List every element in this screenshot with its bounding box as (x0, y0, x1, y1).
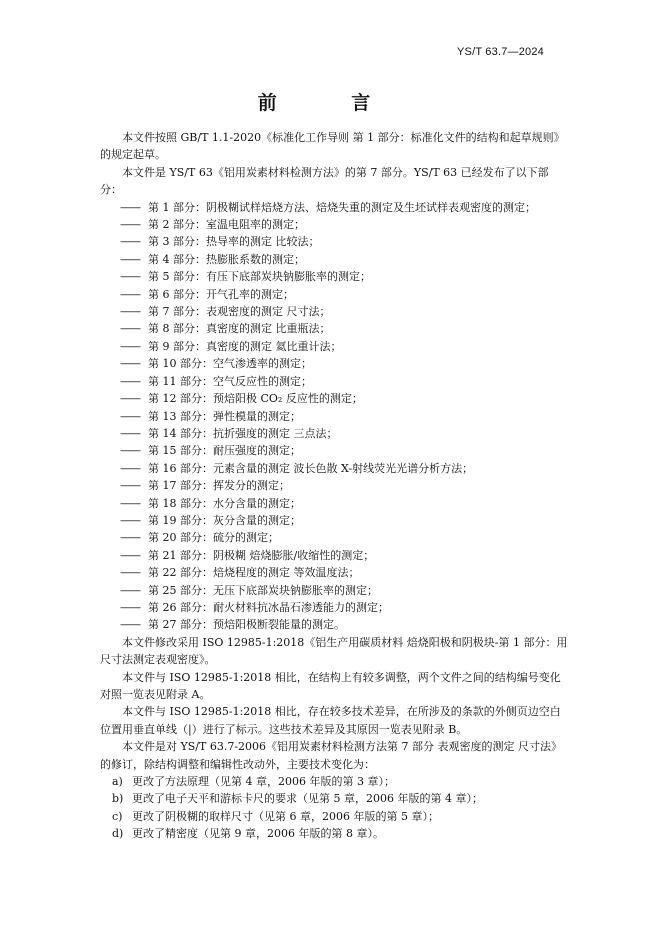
page-title: 前 言 (257, 92, 405, 114)
part-item (100, 233, 570, 250)
part-dash: —— (120, 339, 140, 353)
part-text: 第 17 部分：挥发分的测定； (148, 479, 290, 493)
part-dash: —— (120, 600, 140, 614)
part-text: 第 12 部分：预焙阳极 CO₂ 反应性的测定； (148, 392, 363, 406)
change-text: 更改了电子天平和游标卡尺的要求（见第 5 章，2006 年版的第 4 章）； (132, 792, 483, 806)
part-text: 第 3 部分：热导率的测定 比较法； (148, 235, 320, 249)
part-text: 第 9 部分：真密度的测定 氦比重计法； (148, 339, 342, 353)
part-dash: —— (120, 392, 140, 406)
change-text: 更改了方法原理（见第 4 章，2006 年版的第 3 章）； (132, 775, 395, 789)
part-item (100, 338, 570, 355)
intro-paragraph: 本文件按照 GB/T 1.1-2020《标准化工作导则 第 1 部分：标准化文件的结构和起草规则》的规定起草。 (100, 131, 565, 162)
change-item (100, 808, 570, 825)
part-dash: —— (120, 270, 140, 284)
change-label: d) (112, 827, 124, 841)
change-text: 更改了阴极糊的取样尺寸（见第 6 章，2006 年版的第 5 章）； (132, 809, 439, 823)
part-item (100, 373, 570, 390)
part-dash: —— (120, 322, 140, 336)
part-dash: —— (120, 252, 140, 266)
part-dash: —— (120, 496, 140, 510)
change-label: c) (112, 809, 123, 823)
part-dash: —— (120, 374, 140, 388)
part-item (100, 442, 570, 459)
part-text: 第 2 部分：室温电阻率的测定； (148, 218, 305, 232)
intro-paragraph: 本文件是 YS/T 63《铝用炭素材料检测方法》的第 7 部分。YS/T 63 已经发布了以下部分： (100, 165, 549, 197)
part-dash: —— (120, 531, 140, 545)
part-item (100, 286, 570, 303)
part-text: 第 19 部分：灰分含量的测定； (148, 513, 301, 527)
part-text: 第 26 部分：耐火材料抗冰晶石渗透能力的测定； (148, 600, 389, 614)
part-text: 第 16 部分：元素含量的测定 波长色散 X-射线荧光光谱分析方法； (148, 461, 474, 475)
part-dash: —— (120, 479, 140, 493)
part-dash: —— (120, 357, 140, 371)
part-dash: —— (120, 235, 140, 249)
part-dash: —— (120, 513, 140, 527)
change-label: a) (112, 775, 123, 789)
part-item (100, 477, 570, 494)
part-item (100, 582, 570, 599)
part-dash: —— (120, 618, 140, 632)
body-paragraph: 本文件与 ISO 12985-1:2018 相比，在结构上有较多调整，两个文件之间的结构编号变化对照一览表见附录 A。 (100, 670, 561, 701)
part-text: 第 18 部分：水分含量的测定； (148, 496, 301, 510)
part-text: 第 14 部分：抗折强度的测定 三点法； (148, 426, 338, 440)
part-item (100, 495, 570, 512)
change-item (100, 773, 570, 790)
part-item (100, 251, 570, 268)
part-dash: —— (120, 200, 140, 214)
part-text: 第 8 部分：真密度的测定 比重瓶法； (148, 322, 331, 336)
part-dash: —— (120, 218, 140, 232)
part-dash: —— (120, 566, 140, 580)
part-dash: —— (120, 548, 140, 562)
standard-code: YS/T 63.7—2024 (457, 46, 544, 58)
part-dash: —— (120, 305, 140, 319)
part-dash: —— (120, 426, 140, 440)
change-item (100, 790, 570, 807)
part-item (100, 564, 570, 581)
body-paragraph: 本文件与 ISO 12985-1:2018 相比，存在较多技术差异，在所涉及的条款的外侧页边空白位置用垂直单线（|）进行了标示。这些技术差异及其原因一览表见附录 B。 (100, 705, 561, 736)
part-item (100, 547, 570, 564)
part-text: 第 15 部分：耐压强度的测定； (148, 444, 301, 458)
change-label: b) (112, 792, 124, 806)
part-item (100, 268, 570, 285)
part-text: 第 7 部分：表观密度的测定 尺寸法； (148, 305, 331, 319)
part-item (100, 199, 570, 216)
part-item (100, 408, 570, 425)
part-item (100, 355, 570, 372)
part-text: 第 22 部分：焙烧程度的测定 等效温度法； (148, 566, 360, 580)
part-dash: —— (120, 409, 140, 423)
parts-list (100, 199, 570, 634)
part-text: 第 27 部分：预焙阳极断裂能量的测定。 (148, 618, 345, 632)
part-item (100, 512, 570, 529)
part-text: 第 1 部分：阴极糊试样焙烧方法、焙烧失重的测定及生坯试样表观密度的测定； (148, 200, 536, 214)
change-item (100, 825, 570, 842)
part-text: 第 4 部分：热膨胀系数的测定； (148, 252, 305, 266)
part-item (100, 529, 570, 546)
part-text: 第 6 部分：开气孔率的测定； (148, 287, 294, 301)
part-item (100, 390, 570, 407)
part-text: 第 25 部分：无压下底部炭块钠膨胀率的测定； (148, 583, 378, 597)
change-text: 更改了精密度（见第 9 章，2006 年版的第 8 章）。 (132, 827, 384, 841)
part-dash: —— (120, 287, 140, 301)
part-dash: —— (120, 583, 140, 597)
part-text: 第 13 部分：弹性模量的测定； (148, 409, 301, 423)
part-dash: —— (120, 461, 140, 475)
part-text: 第 21 部分：阴极糊 焙烧膨胀/收缩性的测定； (148, 548, 375, 562)
part-item (100, 616, 570, 633)
part-text: 第 5 部分：有压下底部炭块钠膨胀率的测定； (148, 270, 371, 284)
part-text: 第 20 部分：硫分的测定； (148, 531, 279, 545)
part-item (100, 425, 570, 442)
part-dash: —— (120, 444, 140, 458)
foreword-body (100, 129, 570, 843)
part-item (100, 320, 570, 337)
part-item (100, 460, 570, 477)
part-text: 第 11 部分：空气反应性的测定； (148, 374, 312, 388)
part-text: 第 10 部分：空气渗透率的测定； (148, 357, 312, 371)
part-item (100, 216, 570, 233)
body-paragraph: 本文件修改采用 ISO 12985-1:2018《铝生产用碳质材料 焙烧阳极和阴极块-第 1 部分：用尺寸法测定表观密度》。 (100, 635, 568, 667)
part-item (100, 303, 570, 320)
body-paragraph: 本文件是对 YS/T 63.7-2006《铝用炭素材料检测方法第 7 部分 表观密度的测定 尺寸法》的修订，除结构调整和编辑性改动外，主要技术变化为： (100, 740, 563, 771)
part-item (100, 599, 570, 616)
changes-list (100, 773, 570, 843)
